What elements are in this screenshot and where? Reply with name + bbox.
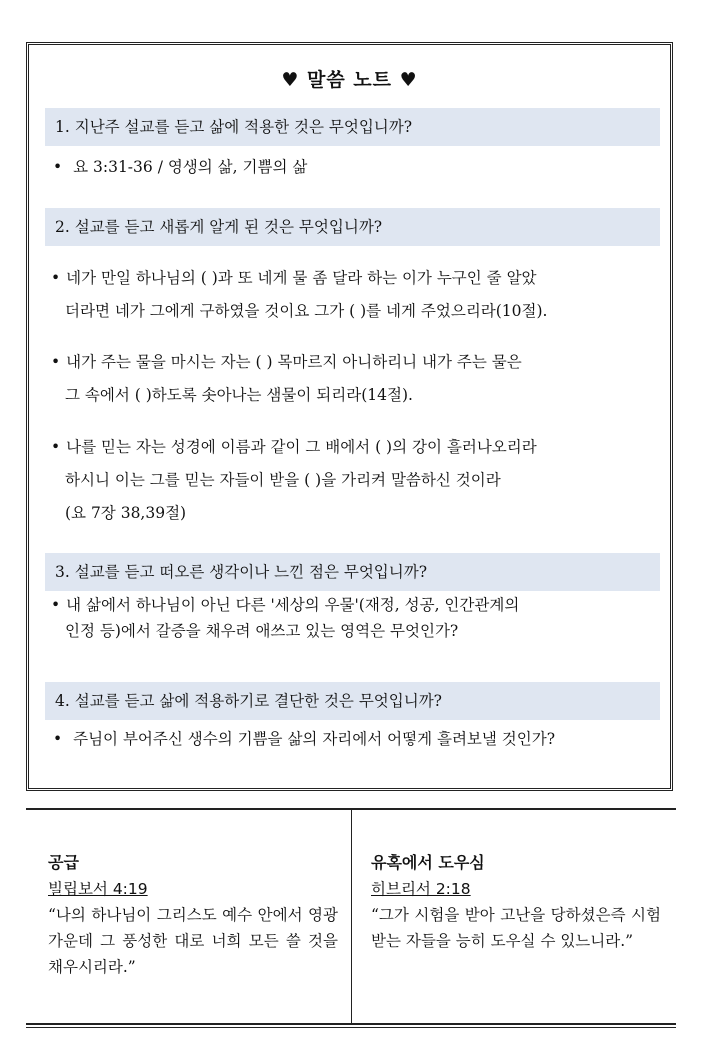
- item-line: 인정 등)에서 갈증을 채우려 애쓰고 있는 영역은 무엇인가?: [65, 622, 459, 640]
- question-4-text: 주님이 부어주신 생수의 기쁨을 삶의 자리에서 어떻게 흘려보낼 것인가?: [73, 730, 556, 748]
- item-line: 네가 만일 하나님의 ( )과 또 네게 물 좀 달라 하는 이가 누구인 줄 알았: [66, 269, 537, 287]
- question-2-label: 2. 설교를 듣고 새롭게 알게 된 것은 무엇입니까?: [45, 208, 660, 246]
- bullet: •: [51, 269, 61, 287]
- page-title: ♥ 말씀 노트 ♥: [281, 69, 418, 91]
- question-2-item-2: [51, 346, 661, 412]
- question-3-item: [51, 592, 661, 644]
- question-2-item-3: [51, 431, 661, 530]
- item-line: 하시니 이는 그를 믿는 자들이 받을 ( )을 가리켜 말씀하신 것이라: [65, 471, 501, 489]
- question-3-label: 3. 설교를 듣고 떠오른 생각이나 느낀 점은 무엇입니까?: [45, 553, 660, 591]
- item-line: 더라면 네가 그에게 구하였을 것이요 그가 ( )를 네게 주었으리라(10절).: [65, 302, 548, 320]
- bullet: •: [51, 353, 61, 371]
- bullet: •: [53, 158, 63, 176]
- question-1-text: 요 3:31-36 / 영생의 삶, 기쁨의 삶: [73, 158, 308, 176]
- item-line: 나를 믿는 자는 성경에 이름과 같이 그 배에서 ( )의 강이 흘러나오리라: [66, 438, 537, 456]
- verse-quote: “그가 시험을 받아 고난을 당하셨은즉 시험받는 자들을 능히 도우실 수 있느니라.”: [371, 906, 661, 950]
- question-2-item-1: [51, 262, 661, 328]
- verse-reference: 히브리서 2:18: [371, 880, 471, 898]
- question-1-item: [53, 155, 660, 177]
- divider-bottom-thin: [26, 1027, 676, 1028]
- item-line: 내가 주는 물을 마시는 자는 ( ) 목마르지 아니하리니 내가 주는 물은: [66, 353, 522, 371]
- sermon-note-box: [26, 42, 673, 791]
- item-line: 내 삶에서 하나님이 아닌 다른 '세상의 우물'(재정, 성공, 인간관계의: [66, 596, 520, 614]
- column-divider: [351, 810, 352, 1023]
- verse-heading: 공급: [48, 853, 79, 872]
- question-4-item: [53, 727, 660, 749]
- divider-bottom: [26, 1023, 676, 1025]
- verse-reference: 빌립보서 4:19: [48, 880, 148, 898]
- item-line: (요 7장 38,39절): [65, 504, 187, 522]
- verse-quote: “나의 하나님이 그리스도 예수 안에서 영광 가운데 그 풍성한 대로 너희 모든 쓸 것을 채우시리라.”: [48, 906, 338, 976]
- question-1-label: 1. 지난주 설교를 듣고 삶에 적용한 것은 무엇입니까?: [45, 108, 660, 146]
- item-line: 그 속에서 ( )하도록 솟아나는 샘물이 되리라(14절).: [65, 386, 413, 404]
- verse-card-right: [371, 850, 661, 954]
- verse-heading: 유혹에서 도우심: [371, 853, 485, 872]
- bullet: •: [51, 438, 61, 456]
- bullet: •: [51, 596, 61, 614]
- question-4-label: 4. 설교를 듣고 삶에 적용하기로 결단한 것은 무엇입니까?: [45, 682, 660, 720]
- verse-card-left: [48, 850, 338, 980]
- bullet: •: [53, 730, 63, 748]
